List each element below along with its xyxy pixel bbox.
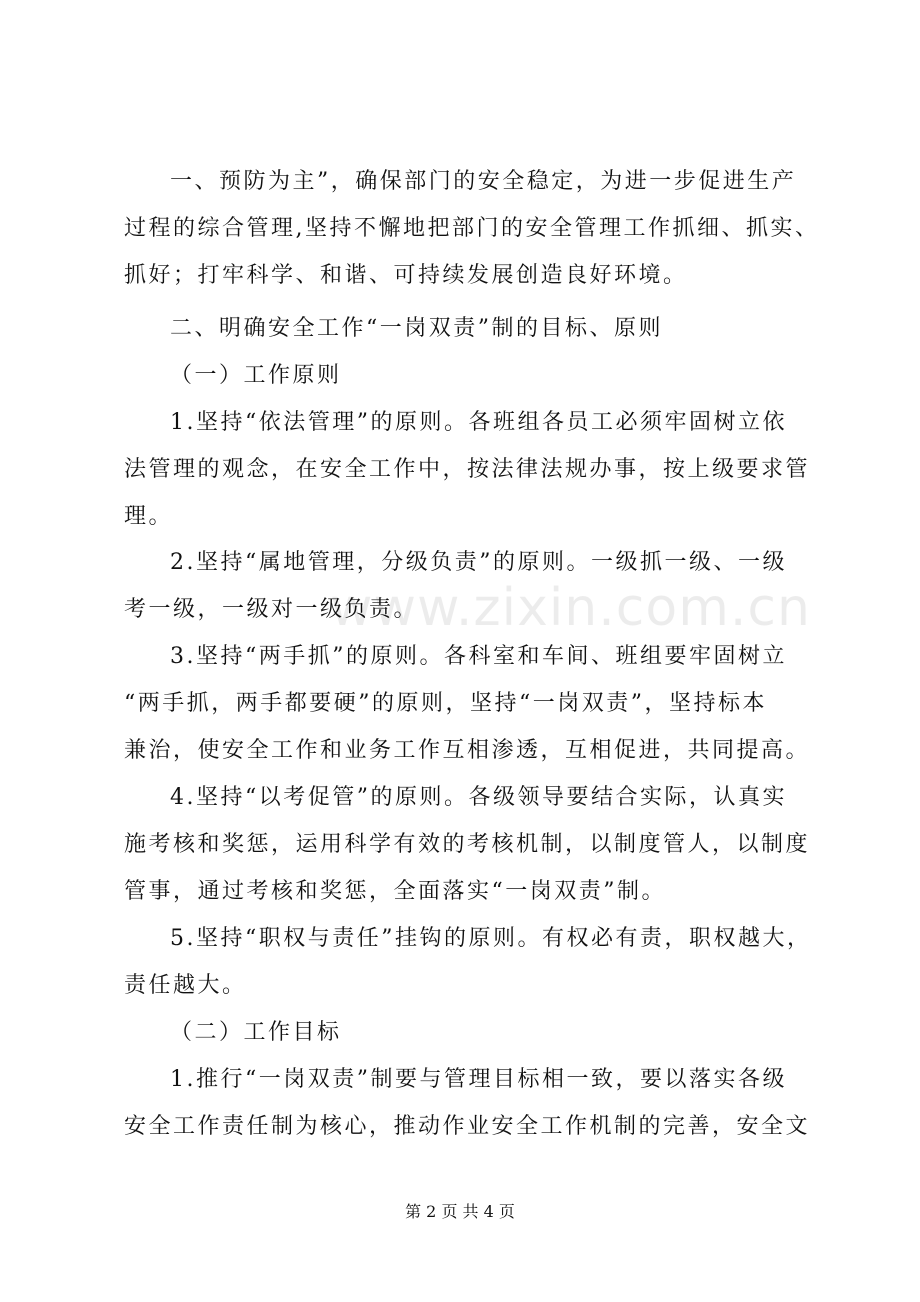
body-line: 1.坚持“依法管理”的原则。各班组各员工必须牢固树立依: [170, 410, 787, 435]
body-line: 2.坚持“属地管理，分级负责”的原则。一级抓一级、一级: [170, 550, 787, 575]
subsection-heading: （二）工作目标: [170, 1020, 342, 1045]
body-line: 安全工作责任制为核心，推动作业安全工作机制的完善，安全文: [124, 1114, 811, 1139]
body-line: 一、预防为主”，确保部门的安全稳定，为进一步促进生产: [170, 169, 797, 194]
body-line: 管事，通过考核和奖惩，全面落实“一岗双责”制。: [124, 879, 666, 904]
body-line: 理。: [124, 504, 174, 529]
body-line: 1.推行“一岗双责”制要与管理目标相一致，要以落实各级: [170, 1067, 787, 1092]
subsection-heading: （一）工作原则: [170, 363, 342, 388]
body-line: 兼治，使安全工作和业务工作互相渗透，互相促进，共同提高。: [124, 738, 811, 763]
body-line: “两手抓，两手都要硬”的原则，坚持“一岗双责”，坚持标本: [124, 691, 767, 716]
body-line: 抓好；打牢科学、和谐、可持续发展创造良好环境。: [124, 263, 688, 288]
body-line: 4.坚持“以考促管”的原则。各级领导要结合实际，认真实: [170, 785, 787, 810]
body-line: 施考核和奖惩，运用科学有效的考核机制，以制度管人，以制度: [124, 832, 811, 857]
body-line: 过程的综合管理,坚持不懈地把部门的安全管理工作抓细、抓实、: [124, 216, 820, 241]
body-line: 责任越大。: [124, 973, 247, 998]
body-line: 考一级，一级对一级负责。: [124, 597, 419, 622]
body-line: 5.坚持“职权与责任”挂钩的原则。有权必有责，职权越大，: [170, 926, 812, 951]
body-line: 3.坚持“两手抓”的原则。各科室和车间、班组要牢固树立: [170, 644, 787, 669]
watermark: www.zixin.com.cn: [330, 578, 811, 638]
section-heading: 二、明确安全工作“一岗双责”制的目标、原则: [170, 316, 663, 341]
body-line: 法管理的观念，在安全工作中，按法律法规办事，按上级要求管: [124, 457, 811, 482]
page-number-footer: 第 2 页 共 4 页: [405, 1202, 515, 1221]
